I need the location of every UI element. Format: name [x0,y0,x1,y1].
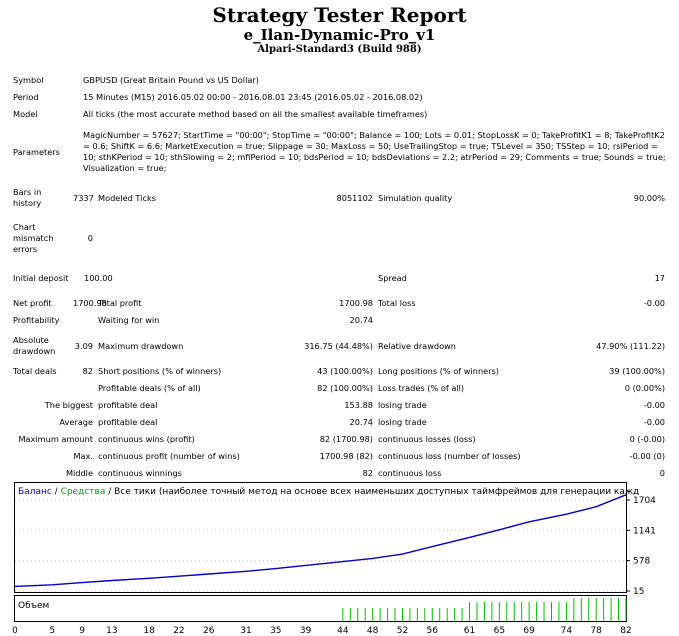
spread-value: 17 [654,272,666,283]
x-tick-label: 69 [523,626,535,636]
max-profit-label: continuous profit (number of wins) [98,451,240,461]
reldd-label: Relative drawdown [378,340,456,351]
middle-wins-value: 82 [362,468,373,478]
biggest-label: The biggest [44,400,93,410]
x-tick-label: 13 [106,626,118,636]
legend-separator-1: / [51,487,61,497]
x-tick-label: 44 [337,626,349,636]
profdeals-label: Profitable deals (% of all) [98,383,201,393]
middle-wins-label: continuous winnings [98,468,182,478]
lossdeals-label: Loss trades (% of all) [378,383,465,393]
row-maxamount [10,431,667,448]
row-symbol [10,72,667,89]
maxamount-wins-value: 82 (1700.98) [319,434,373,444]
x-tick-label: 48 [366,626,379,636]
period-value: 15 Minutes (M15) 2016.05.02 00:00 - 2016.08.01 23:45 (2016.05.02 - 2016.08.02) [83,92,423,102]
middle-loss-value: 0 [659,468,666,478]
netprofit-label: Net profit [13,298,52,308]
y-tick-label: 578 [633,556,651,567]
row-max [10,448,667,465]
legend-equity: Средства [60,487,106,497]
x-tick-label: 9 [79,626,85,636]
maxamount-losses-label: continuous losses (loss) [378,434,476,444]
x-tick-label: 31 [240,626,252,636]
parameters-value: MagicNumber = 57627; StartTime = "00:00"; StopTime = "00:00"; Balance = 100; Lots = 0.01; StopLossK = 0; TakeProfitK1 = 8; TakeProfitK2 = 0.6; ShiftK = 6.6; MarketExecution = true; Slippage = 30; MaxLoss = 50; UseTrailingStop = true; TSLevel = 350; TSStep = 10; rsiPeriod = 10; sthKPeriod = 10; sthSlowing = 2; mfiPeriod = 10; bdsPeriod = 10; bdsDeviations = 2.2; atrPeriod = 29; Comments = true; Sounds = true; Visualization = true; [83,130,666,173]
x-tick-label: 39 [299,626,312,636]
middle-loss-label: continuous loss [378,468,442,478]
average-profit-value: 20.74 [349,417,373,427]
ticks-value: 8051102 [336,192,373,203]
totalprofit-label: Total profit [98,298,142,308]
model-label: Model [13,109,38,119]
average-loss-value: -0.00 [643,417,666,427]
max-label: Max. [73,451,93,461]
maxamount-label: Maximum amount [18,434,93,444]
spread-label: Spread [378,272,407,283]
quality-value: 90.00% [633,192,666,203]
biggest-loss-value: -0.00 [643,400,666,410]
netprofit-value: 1700.98 [73,298,107,308]
report-title: Strategy Tester Report [212,3,467,27]
row-profdeals [10,380,667,397]
biggest-profit-value: 153.88 [344,400,373,410]
totalprofit-value: 1700.98 [339,298,373,308]
max-loss-label: continuous loss (number of losses) [378,451,521,461]
absdd-value: 3.09 [74,340,93,351]
parameters-label: Parameters [13,146,60,157]
deals-value: 82 [82,366,93,376]
deposit-value: 100.00 [84,272,113,283]
average-profit-label: profitable deal [98,417,158,427]
model-value: All ticks (the most accurate method based on all the smallest available timeframes) [83,109,428,119]
profitability-label: Profitability [13,315,60,325]
row-period [10,89,667,106]
row-profitability [10,312,667,329]
short-value: 43 (100.00%) [317,366,373,376]
quality-label: Simulation quality [378,192,453,203]
reldd-value: 47.90% (111.22) [596,340,666,351]
report-table [10,72,667,482]
x-tick-label: 26 [203,626,215,636]
row-deals [10,363,667,380]
symbol-value: GBPUSD (Great Britain Pound vs US Dollar) [83,75,259,85]
x-tick-label: 61 [463,626,476,636]
row-biggest [10,397,667,414]
row-deposit [10,261,667,295]
bars-label: Bars in history [13,187,42,208]
average-label: Average [59,417,93,427]
x-tick-label: 82 [620,626,632,636]
legend-balance: Баланс [18,487,52,497]
x-tick-label: 22 [173,626,185,636]
biggest-profit-label: profitable deal [98,400,158,410]
chart-legend [18,487,639,497]
bars-value: 7337 [73,192,94,203]
balance-chart [14,482,674,636]
mismatch-value: 0 [87,232,93,243]
y-axis-labels [626,496,656,597]
biggest-loss-label: losing trade [378,400,427,410]
volume-label: Объем [18,601,50,611]
x-tick-label: 65 [493,626,506,636]
symbol-label: Symbol [13,75,44,85]
y-tick-label: 15 [633,587,645,597]
deposit-label: Initial deposit [13,272,69,283]
x-axis-labels [12,626,632,636]
short-label: Short positions (% of winners) [98,366,222,376]
long-value: 39 (100.00%) [609,366,666,376]
row-netprofit [10,295,667,312]
volume-panel [15,596,627,622]
x-tick-label: 0 [12,626,18,636]
y-tick-label: 1704 [633,496,656,506]
x-tick-label: 35 [270,626,282,636]
middle-label: Middle [65,468,93,478]
maxamount-wins-label: continuous wins (profit) [98,434,195,444]
absdd-label: Absolute drawdown [13,335,56,356]
row-middle [10,465,667,482]
server-build: Alpari-Standard3 (Build 988) [257,44,422,55]
legend-text: Все тики (наиболее точный метод на основе всех наименьших доступных таймфреймов для генерации кажд [114,487,640,497]
ticks-label: Modeled Ticks [98,192,156,203]
expert-name: e_Ilan-Dynamic-Pro_v1 [243,26,436,44]
legend-separator-2: / [105,487,115,497]
row-parameters [10,123,667,181]
waiting-value: 20.74 [349,315,373,325]
maxamount-losses-value: 0 (-0.00) [629,434,666,444]
x-tick-label: 52 [396,626,409,636]
row-mismatch [10,215,667,261]
maxdd-value: 316.75 (44.48%) [304,340,373,351]
long-label: Long positions (% of winners) [378,366,499,376]
x-tick-label: 18 [143,626,155,636]
price-panel [15,483,627,593]
totalloss-label: Total loss [378,298,416,308]
x-tick-label: 56 [426,626,438,636]
x-tick-label: 74 [560,626,573,636]
totalloss-value: -0.00 [643,298,666,308]
profdeals-value: 82 (100.00%) [317,383,373,393]
deals-label: Total deals [13,366,57,376]
row-average [10,414,667,431]
y-tick-label: 1141 [633,526,656,537]
mismatch-label: Chart mismatch errors [13,221,54,254]
x-tick-label: 78 [590,626,602,636]
max-loss-value: -0.00 (0) [629,451,666,461]
waiting-label: Waiting for win [98,315,160,325]
row-model [10,106,667,123]
max-profit-value: 1700.98 (82) [319,451,373,461]
row-bars [10,181,667,215]
lossdeals-value: 0 (0.00%) [624,383,666,393]
period-label: Period [13,92,39,102]
average-loss-label: losing trade [378,417,427,427]
maxdd-label: Maximum drawdown [98,340,184,351]
x-tick-label: 5 [49,626,56,636]
row-drawdown [10,329,667,363]
